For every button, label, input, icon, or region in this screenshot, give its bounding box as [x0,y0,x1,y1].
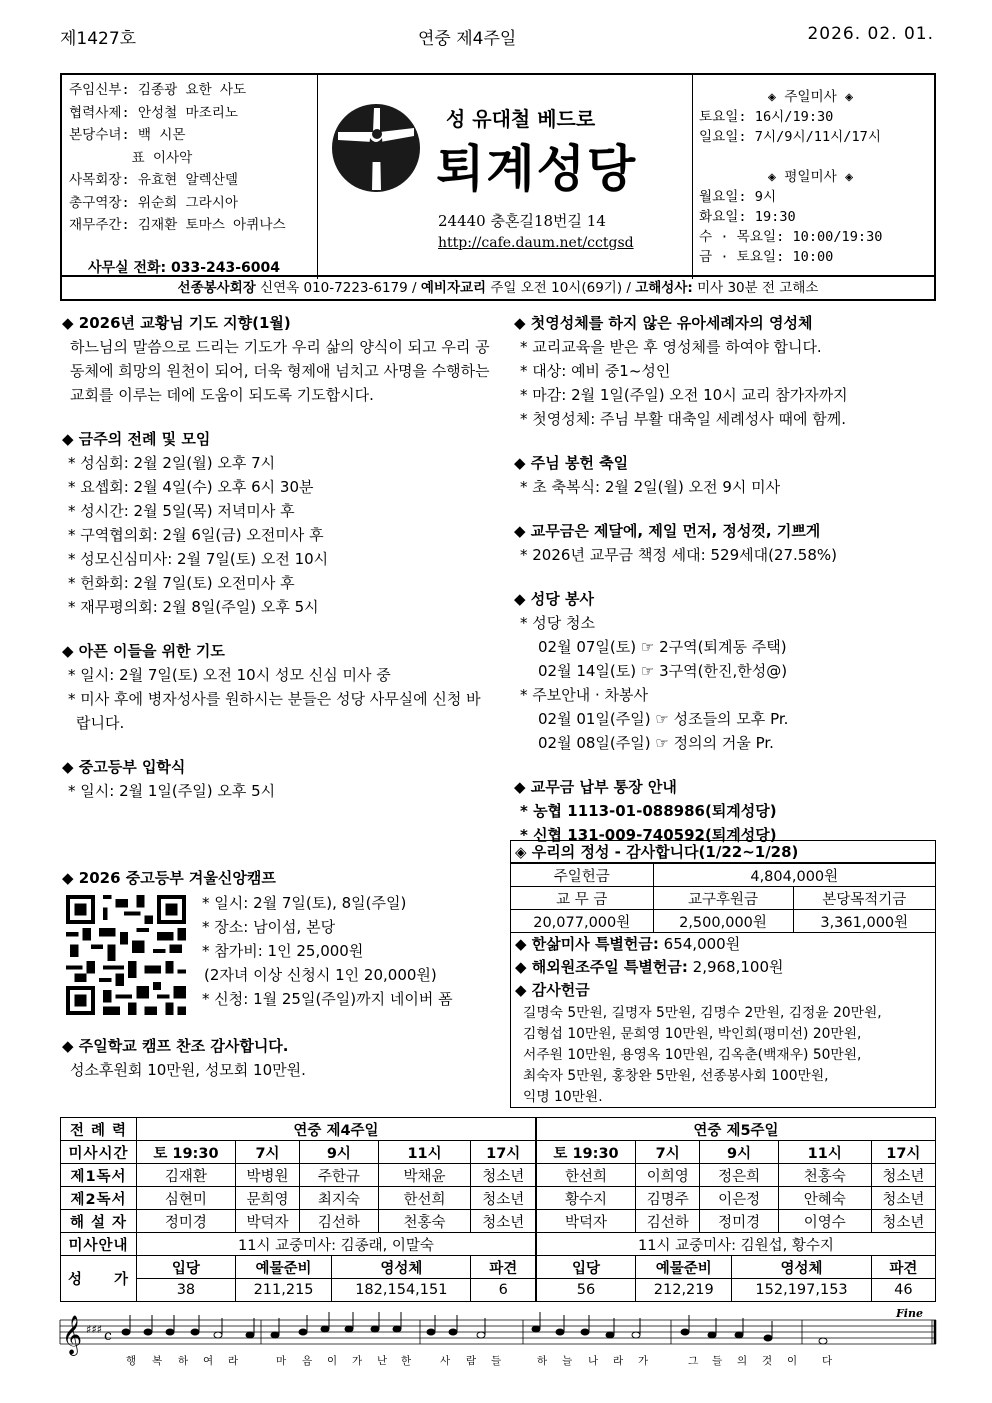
table-cell: 박채윤 [378,1164,471,1187]
list-item: * 참가비: 1인 25,000원 [202,942,364,960]
issue-number: 제1427호 [60,29,137,49]
section-title: ◆ 주일학교 캠프 찬조 감사합니다. [62,1037,289,1055]
table-cell: 박덕자 [235,1210,299,1233]
list-item: * 요셉회: 2월 4일(수) 오후 6시 30분 [68,478,314,496]
lyric-syllable: 하 [537,1355,548,1367]
list-item: * 성심회: 2월 2일(월) 오후 7시 [68,454,276,472]
table-cell: 이은정 [700,1187,779,1210]
mass-line: 토요일: 16시/19:30 [699,109,834,125]
lyric-syllable: 여 [203,1355,214,1367]
weekday-mass-heading: ◈ 평일미사 ◈ [767,169,854,185]
list-item: 02월 07일(토) ☞ 2구역(퇴계동 주택) [538,638,787,656]
donor-line: 최숙자 5만원, 홍창완 5만원, 선종봉사회 100만원, [523,1068,829,1084]
donor-line: 길명숙 5만원, 길명자 5만원, 김명수 2만원, 김정윤 20만원, [523,1005,882,1021]
lyric-syllable: 나 [588,1355,599,1367]
fine-marker: Fine [896,1308,923,1320]
section-title: ◆ 첫영성체를 하지 않은 유아세례자의 영성체 [514,314,813,332]
list-item: * 일시: 2월 7일(토) 오전 10시 성모 신심 미사 중 [68,666,391,684]
row-label: 성 가 [61,1256,137,1302]
table-cell: 정미경 [700,1210,779,1233]
mass-time: 7시 [235,1141,299,1164]
table-cell: 예물준비 [235,1256,331,1279]
table-cell: 박병원 [235,1164,299,1187]
music-note [606,1332,614,1338]
staff-line: 표 이사악 [69,149,193,166]
svg-text:♯♯♯: ♯♯♯ [86,1323,102,1336]
music-note [427,1329,435,1335]
table-cell: 심현미 [137,1187,236,1210]
music-note [449,1329,457,1335]
row-label: 제1독서 [61,1164,137,1187]
table-cell: 김명주 [636,1187,700,1210]
lyric-syllable: 늘 [562,1355,573,1367]
music-note [345,1326,353,1332]
music-note [214,1332,222,1338]
table-cell: 46 [871,1279,935,1302]
offering-label: ◆ 한삶미사 특별헌금: [515,935,659,953]
lyric-syllable: 들 [491,1355,502,1367]
table-cell: 입당 [536,1256,636,1279]
offering-box [510,840,936,1108]
table-cell: 파견 [471,1256,536,1279]
contact-label: 예비자교리 [420,280,487,296]
music-note [632,1332,640,1338]
staff-line: 협력사제: 안성철 마조리노 [69,104,238,121]
list-item: * 신청: 1월 25일(주일)까지 네이버 폼 [202,990,453,1008]
mass-line: 화요일: 19:30 [699,209,796,225]
mass-line: 금 · 토요일: 10:00 [699,249,834,265]
cafe-link[interactable]: http://cafe.daum.net/cctgsd [438,235,634,251]
list-item: * 주보안내 · 차봉사 [520,686,649,704]
mass-time: 11시 [378,1141,471,1164]
lyric-syllable: 라 [613,1355,624,1367]
list-item: * 일시: 2월 7일(토), 8일(주일) [202,894,407,912]
staff-line: 사목회장: 유효현 알렉산델 [69,172,238,188]
list-item: * 일시: 2월 1일(주일) 오후 5시 [68,782,276,800]
contact-text: 미사 30분 전 고해소 [692,280,819,296]
table-cell: 최지숙 [300,1187,379,1210]
list-item: * 재무평의회: 2월 8일(주일) 오후 5시 [68,598,319,616]
music-note [581,1329,589,1335]
table-cell: 김재환 [137,1164,236,1187]
table-cell: 문희영 [235,1187,299,1210]
row-label: 해 설 자 [61,1210,137,1233]
office-phone: 사무실 전화: 033-243-6004 [88,260,280,276]
music-note [191,1329,199,1335]
music-note [681,1329,689,1335]
list-item: 02월 08일(주일) ☞ 정의의 거울 Pr. [538,734,774,752]
list-item: * 미사 후에 병자성사를 원하시는 분들은 성당 사무실에 신청 바랍니다. [68,690,481,732]
contact-bar [60,277,936,301]
offering-table [511,863,935,933]
staff-line: 총구역장: 위순희 그라시아 [69,194,238,211]
list-item: (2자녀 이상 신청시 1인 20,000원) [204,966,437,984]
table-cell: 파견 [871,1256,935,1279]
table-cell: 정미경 [137,1210,236,1233]
table-cell: 182,154,151 [332,1279,471,1302]
table-cell: 예물준비 [636,1256,732,1279]
music-note [819,1338,827,1344]
table-cell: 2,500,000원 [653,910,793,933]
parish-address: 24440 충혼길18번길 14 [438,212,606,230]
music-note [735,1332,743,1338]
mass-time: 17시 [471,1141,536,1164]
music-note [393,1326,401,1332]
mass-line: 수 · 목요일: 10:00/19:30 [699,229,883,245]
table-cell: 박덕자 [536,1210,636,1233]
thanks-offering-heading: ◆ 감사헌금 [515,981,590,999]
table-cell: 청소년 [871,1164,935,1187]
table-cell: 주한규 [300,1164,379,1187]
section-body: 하느님의 말씀으로 드리는 기도가 우리 삶의 양식이 되고 우리 공동체에 희망의 원천이 되어, 더욱 형제애 넘치고 사명을 수행하는 교회를 이루는 데에 도움이 되도록 기도합시다. [70,338,490,404]
row-label: 미사안내 [61,1233,137,1256]
camp-section [62,866,502,890]
table-cell: 152,197,153 [732,1279,871,1302]
table-cell: 안혜숙 [778,1187,871,1210]
music-note [122,1329,130,1335]
left-column [62,311,494,803]
cross-logo-icon [330,102,422,194]
parish-name: 퇴계성당 [436,140,638,198]
list-item: * 농협 1113-01-088986(퇴계성당) [520,802,777,820]
lyric-syllable: 이 [787,1355,798,1367]
lyric-syllable: 하 [178,1355,189,1367]
music-note [708,1332,716,1338]
table-cell: 주일헌금 [511,864,653,887]
table-cell: 정은희 [700,1164,779,1187]
table-cell: 천홍숙 [378,1210,471,1233]
row-label: 제2독서 [61,1187,137,1210]
contact-label: 고해성사: [635,280,693,296]
table-cell: 11시 교중미사: 김종래, 이말숙 [137,1233,536,1256]
section-title: ◆ 아픈 이들을 위한 기도 [62,642,225,660]
parish-brand [318,75,692,279]
masthead [60,73,936,277]
offering-title: ◈ 우리의 정성 - 감사합니다(1/22~1/28) [511,841,935,863]
mass-line: 월요일: 9시 [699,189,777,205]
lyric-syllable: 다 [822,1355,833,1367]
offering-value: 654,000원 [658,935,741,953]
table-cell: 청소년 [871,1210,935,1233]
list-item: 02월 01일(주일) ☞ 성조들의 모후 Pr. [538,710,789,728]
lyric-syllable: 행 [126,1355,137,1367]
mass-time: 9시 [300,1141,379,1164]
list-item: * 대상: 예비 중1~성인 [520,362,671,380]
row-label: 전 례 력 [61,1118,137,1141]
table-cell: 천홍숙 [778,1164,871,1187]
staff-line: 재무주간: 김재환 토마스 아퀴나스 [69,217,286,233]
music-note [556,1329,564,1335]
table-cell: 김선하 [300,1210,379,1233]
music-note [477,1332,485,1338]
list-item: * 마감: 2월 1일(주일) 오전 10시 교리 참가자까지 [520,386,848,404]
lyric-syllable: 것 [762,1355,773,1367]
section-title: ◆ 중고등부 입학식 [62,758,186,776]
lyric-syllable: 가 [352,1355,363,1367]
lyric-syllable: 들 [712,1355,723,1367]
list-item: * 헌화회: 2월 7일(토) 오전미사 후 [68,574,295,592]
section-title: ◆ 2026년 교황님 기도 지향(1월) [62,314,291,332]
list-item: * 신협 131-009-740592(퇴계성당) [520,826,777,844]
table-cell: 이영수 [778,1210,871,1233]
offering-value: 2,968,100원 [687,958,784,976]
section-title: ◆ 금주의 전례 및 모임 [62,430,211,448]
lyric-syllable: 복 [152,1355,163,1367]
section-title: ◆ 교무금 납부 통장 안내 [514,778,677,796]
contact-text: 주일 오전 10시(69기) / [486,280,636,296]
special-offering [511,956,935,979]
lyric-syllable: 의 [737,1355,748,1367]
table-cell: 212,219 [636,1279,732,1302]
right-column [514,311,936,847]
table-cell: 이희영 [636,1164,700,1187]
list-item: * 장소: 남이섬, 본당 [202,918,336,936]
table-cell: 청소년 [871,1187,935,1210]
lyric-syllable: 이 [327,1355,338,1367]
staff-line: 주임신부: 김종광 요한 사도 [69,82,247,98]
offering-label: ◆ 해외원조주일 특별헌금: [515,958,688,976]
camp-details [196,891,496,1011]
mass-time: 11시 [778,1141,871,1164]
table-cell: 3,361,000원 [793,910,935,933]
lyric-syllable: 한 [401,1355,412,1367]
music-note [144,1329,152,1335]
note-heads [122,1312,827,1344]
list-item: * 성당 청소 [520,614,595,632]
donor-list [511,1002,935,1108]
music-note [299,1329,307,1335]
table-cell: 56 [536,1279,636,1302]
section-title: ◆ 성당 봉사 [514,590,594,608]
music-note [271,1332,279,1338]
lyric-syllable: 람 [466,1355,477,1367]
mass-time: 7시 [636,1141,700,1164]
mass-time: 9시 [700,1141,779,1164]
table-cell: 영성체 [332,1256,471,1279]
parish-patron: 성 유대철 베드로 [446,107,596,131]
special-offering [511,933,935,956]
music-note [532,1326,540,1332]
section-title: ◆ 주님 봉헌 축일 [514,454,629,472]
liturgical-week: 연중 제4주일 [418,29,517,49]
list-item: * 2026년 교무금 책정 세대: 529세대(27.58%) [520,546,837,564]
list-item: * 첫영성체: 주님 부활 대축일 세례성사 때에 함께. [520,410,847,428]
lyric-syllable: 사 [440,1355,451,1367]
music-note [246,1332,254,1338]
week-title: 연중 제5주일 [536,1118,936,1141]
lyric-syllable: 라 [228,1355,239,1367]
treble-clef-icon: 𝄞 [62,1315,83,1355]
sunday-mass-heading: ◈ 주일미사 ◈ [767,89,854,105]
table-cell: 영성체 [732,1256,871,1279]
list-item: * 구역협의회: 2월 6일(금) 오전미사 후 [68,526,324,544]
section-title: ◆ 2026 중고등부 겨울신앙캠프 [62,869,276,887]
mass-time: 토 19:30 [536,1141,636,1164]
table-cell: 청소년 [471,1210,536,1233]
table-cell: 한선희 [378,1187,471,1210]
donor-line: 서주원 10만원, 용영옥 10만원, 김옥춘(백재우) 50만원, [523,1047,862,1063]
issue-header [60,24,936,48]
contact-label: 선종봉사회장 [177,280,256,296]
list-item: * 성모신심미사: 2월 7일(토) 오전 10시 [68,550,329,568]
lyric-syllable: 난 [377,1355,388,1367]
list-item: 02월 14일(토) ☞ 3구역(한진,한성@) [538,662,788,680]
table-cell: 청소년 [471,1187,536,1210]
donor-line: 김형섭 10만원, 문희영 10만원, 박인희(평미선) 20만원, [523,1026,862,1042]
table-cell: 한선희 [536,1164,636,1187]
lyric-syllable: 마 [276,1355,287,1367]
section-title: ◆ 교무금은 제달에, 제일 먼저, 정성껏, 기쁘게 [514,522,821,540]
table-cell: 황수지 [536,1187,636,1210]
lyric-syllable: 그 [688,1355,699,1367]
music-note [321,1326,329,1332]
staff-list [62,75,318,279]
table-cell: 11시 교중미사: 김원섭, 황수지 [536,1233,936,1256]
thanks-section [62,1034,502,1082]
list-item: * 교리교육을 받은 후 영성체를 하여야 합니다. [520,338,822,356]
qr-code-icon [66,895,186,1015]
table-cell: 교구후원금 [653,887,793,910]
issue-date: 2026. 02. 01. [807,24,934,44]
week-title: 연중 제4주일 [137,1118,536,1141]
svg-text:c: c [104,1328,112,1344]
lyric-syllable: 가 [638,1355,649,1367]
row-label: 미사시간 [61,1141,137,1164]
mass-line: 일요일: 7시/9시/11시/17시 [699,129,881,145]
liturgy-schedule-table [60,1117,936,1302]
table-cell: 20,077,000원 [511,910,653,933]
table-cell: 본당목적기금 [793,887,935,910]
music-note [764,1335,772,1341]
list-item: * 초 축복식: 2월 2일(월) 오전 9시 미사 [520,478,781,496]
staff-line: 본당수녀: 백 시몬 [69,127,186,143]
table-cell: 청소년 [471,1164,536,1187]
table-cell: 교 무 금 [511,887,653,910]
table-cell: 김선하 [636,1210,700,1233]
music-note [371,1326,379,1332]
lyric-syllable: 음 [302,1355,313,1367]
table-cell: 38 [137,1279,236,1302]
mass-times [692,75,936,279]
table-cell: 6 [471,1279,536,1302]
list-item: * 성시간: 2월 5일(목) 저녁미사 후 [68,502,295,520]
table-cell: 입당 [137,1256,236,1279]
music-note [166,1329,174,1335]
table-cell: 211,215 [235,1279,331,1302]
mass-time: 17시 [871,1141,935,1164]
table-cell: 4,804,000원 [653,864,935,887]
mass-time: 토 19:30 [137,1141,236,1164]
section-body: 성소후원회 10만원, 성모회 10만원. [70,1061,306,1079]
contact-text: 신연옥 010-7223-6179 / [255,280,421,296]
donor-line: 익명 10만원. [523,1089,603,1105]
